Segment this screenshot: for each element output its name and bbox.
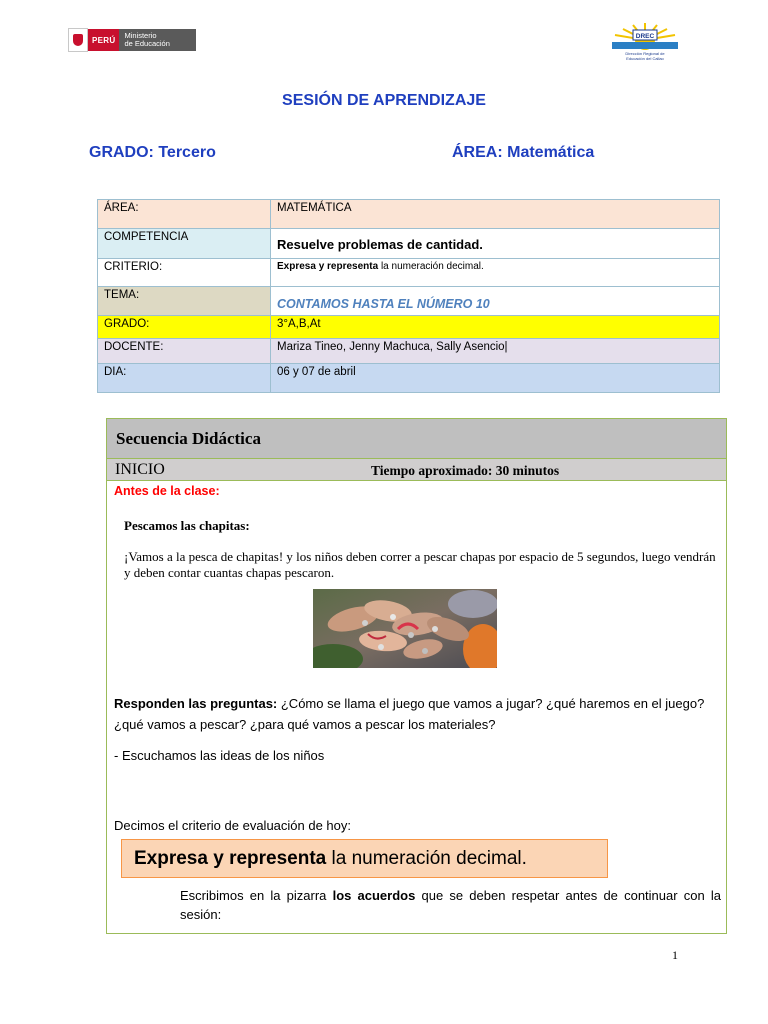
criterio-label: CRITERIO:	[98, 259, 271, 287]
responden-bold: Responden las preguntas:	[114, 696, 278, 711]
inicio-label: INICIO	[115, 461, 165, 478]
area-label: ÁREA:	[98, 200, 271, 229]
grado-heading: GRADO: Tercero	[89, 144, 216, 161]
decimos-paragraph: Decimos el criterio de evaluación de hoy:	[114, 818, 352, 833]
tema-cell	[271, 287, 720, 316]
minedu-peru-label: PERÚ	[88, 29, 119, 51]
vamos-paragraph: ¡Vamos a la pesca de chapitas! y los niños deben correr a pescar chapas por espacio de 5 segundos, luego vendrán y deben contar cuantas chapas pescaron.	[124, 549, 716, 580]
escribimos-paragraph: Escribimos en la pizarra los acuerdos que se deben respetar antes de continuar con la sesión:	[180, 888, 721, 922]
row-grado	[98, 316, 720, 339]
tema-value: CONTAMOS HASTA EL NÚMERO 10	[277, 297, 490, 311]
children-hands-photo	[313, 589, 497, 668]
antes-heading: Antes de la clase:	[114, 484, 220, 498]
tema-label: TEMA:	[98, 287, 271, 316]
competencia-cell	[271, 229, 720, 259]
secuencia-heading: Secuencia Didáctica	[107, 419, 726, 459]
escuchamos-item: - Escuchamos las ideas de los niños	[114, 748, 325, 763]
area-heading: ÁREA: Matemática	[452, 144, 595, 161]
criterio-callout	[121, 839, 608, 878]
grado-label: GRADO:	[98, 316, 271, 339]
grado-value: 3°A,B,At	[271, 316, 720, 339]
dia-label: DIA:	[98, 364, 271, 393]
competencia-value: Resuelve problemas de cantidad.	[277, 237, 483, 252]
pescamos-heading: Pescamos las chapitas:	[124, 518, 250, 533]
row-area	[98, 200, 720, 229]
criterio-callout-rest: la numeración decimal.	[326, 848, 527, 869]
competencia-label: COMPETENCIA	[98, 229, 271, 259]
responden-rest: ¿Cómo se llama el juego que vamos a jugar? ¿qué haremos en el juego? ¿qué vamos a pescar? ¿para qué vamos a pescar los materiales?	[114, 696, 705, 732]
docente-value: Mariza Tineo, Jenny Machuca, Sally Asencio|	[271, 339, 720, 364]
drec-label: DREC	[635, 33, 655, 40]
row-competencia	[98, 229, 720, 259]
tiempo-label: Tiempo aproximado: 30 minutos	[371, 463, 560, 478]
criterio-cell	[271, 259, 720, 287]
page-title: SESIÓN DE APRENDIZAJE	[282, 92, 486, 109]
acuerdos-bold: los acuerdos	[332, 888, 416, 903]
row-dia	[98, 364, 720, 393]
drec-logo	[606, 22, 684, 62]
criterio-value-rest: la numeración decimal.	[378, 261, 484, 272]
row-criterio	[98, 259, 720, 287]
drec-subtitle-2: Educación del Callao	[626, 56, 664, 61]
inicio-bar	[107, 459, 726, 481]
docente-label: DOCENTE:	[98, 339, 271, 364]
peru-shield-icon	[68, 28, 88, 52]
page-number: 1	[672, 948, 678, 962]
responden-paragraph	[114, 693, 722, 735]
criterio-value-bold: Expresa y representa	[277, 261, 379, 272]
minedu-logo	[68, 28, 196, 52]
row-tema	[98, 287, 720, 316]
area-value: MATEMÁTICA	[271, 200, 720, 229]
info-table	[97, 199, 720, 393]
drec-subtitle-1: Dirección Regional de	[625, 51, 665, 56]
row-docente	[98, 339, 720, 364]
minedu-name: Ministerio de Educación	[119, 29, 196, 51]
dia-value: 06 y 07 de abril	[271, 364, 720, 393]
criterio-callout-bold: Expresa y representa	[134, 848, 327, 869]
